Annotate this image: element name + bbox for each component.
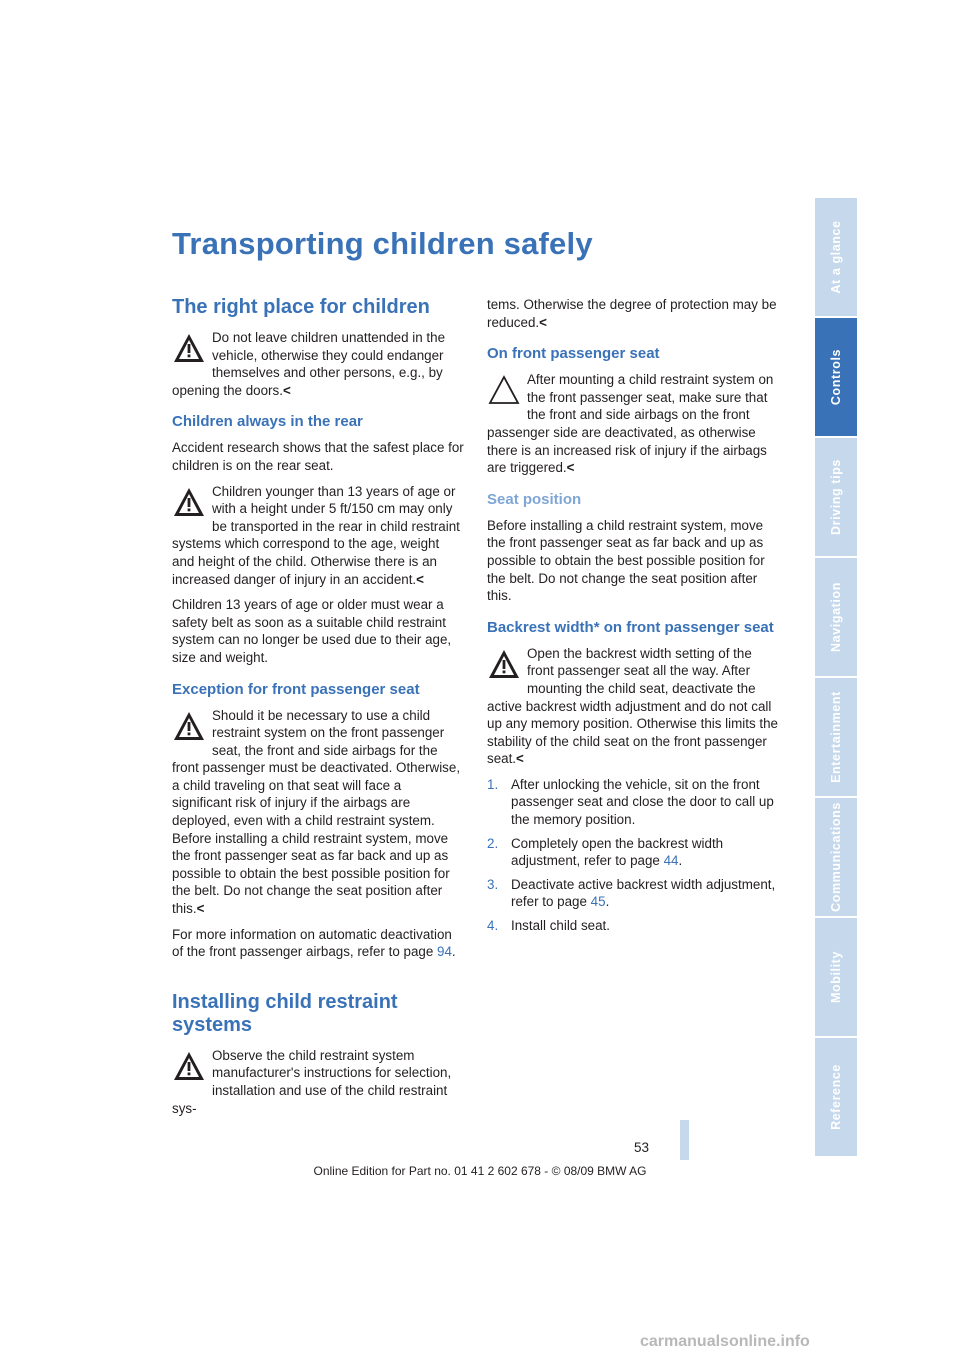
watermark: carmanualsonline.info: [640, 1333, 810, 1350]
warning-manufacturer: Observe the child restraint system manufacturer's instructions for selection, installation and use of the child restraint sys-: [172, 1047, 452, 1116]
warning-unattended: Do not leave children unattended in the vehicle, otherwise they could endanger themselves and other persons, e.g., by opening the doors.<: [172, 330, 446, 398]
paragraph-more-info: For more information on automatic deactivation of the front passenger airbags, refer to page 94.: [172, 926, 456, 960]
page-link-94[interactable]: 94: [437, 944, 452, 960]
warning-front-seat: Should it be necessary to use a child restraint system on the front passenger seat, the front and side airbags for the front passenger must be deactivated. Otherwise, a child traveling on that seat will face a significant risk of injury if the airbags are deployed, even with a child restraint system. Before installing a child restraint system, move the front passenger seat as far back and up as possible to obtain the best possible position for the belt. Do not change the seat position after this.<: [172, 707, 461, 917]
tab-reference[interactable]: Reference: [815, 1038, 857, 1156]
tab-at-a-glance[interactable]: At a glance: [815, 198, 857, 316]
heading-backrest: Backrest width* on front passenger seat: [487, 618, 774, 636]
warning-age-height: Children younger than 13 years of age or with a height under 5 ft/150 cm may only be transported in the rear in child restraint systems which correspond to the age, weight and height of the child. Otherwise there is an increased danger of injury in an accident.<: [172, 483, 460, 587]
tab-mobility[interactable]: Mobility: [815, 918, 857, 1036]
list-item: 2. Completely open the backrest width adjustment, refer to page 44.: [487, 835, 724, 869]
warning-triangle-icon: [487, 647, 521, 681]
heading-seat-position: Seat position: [487, 490, 582, 508]
list-item: 1. After unlocking the vehicle, sit on the front passenger seat and close the door to call up the memory position.: [487, 776, 774, 828]
page-link-44[interactable]: 44: [663, 853, 679, 869]
heading-front-passenger: On front passenger seat: [487, 345, 660, 363]
warning-triangle-icon: [172, 1049, 206, 1083]
paragraph-13-years: Children 13 years of age or older must wear a safety belt as soon as a suitable child restraint system can no longer be used due to their age, size and weight.: [172, 597, 452, 665]
list-item: 3. Deactivate active backrest width adjustment, refer to page 45.: [487, 876, 776, 910]
page-number: 53: [634, 1140, 650, 1155]
footer-bar: [680, 1120, 689, 1160]
heading-installing: Installing child restraint systems: [172, 990, 398, 1036]
footer-text: Online Edition for Part no. 01 41 2 602 678 - © 08/09 BMW AG: [313, 1164, 647, 1178]
page-link-45[interactable]: 45: [590, 894, 606, 910]
tab-driving-tips[interactable]: Driving tips: [815, 438, 857, 556]
paragraph-manufacturer-cont: tems. Otherwise the degree of protection may be reduced.<: [487, 297, 777, 330]
tab-entertainment[interactable]: Entertainment: [815, 678, 857, 796]
tab-communications[interactable]: Communications: [815, 798, 857, 916]
paragraph-rear: Accident research shows that the safest place for children is on the rear seat.: [172, 440, 464, 473]
page-title: Transporting children safely: [172, 226, 593, 261]
note-airbags-deactivated: After mounting a child restraint system on the front passenger seat, make sure that the front and side airbags on the front passenger side are deactivated, as otherwise there is an increased risk of injury if the airbags are triggered.<: [487, 372, 774, 476]
heading-right-place: The right place for children: [172, 296, 430, 318]
paragraph-seat-position: Before installing a child restraint system, move the front passenger seat as far back and up as possible to obtain the best possible position for the belt. Do not change the seat position after this.: [487, 517, 765, 604]
note-triangle-icon: [487, 373, 521, 407]
right-column: [487, 296, 779, 941]
chapter-sidebar: [815, 198, 857, 1160]
tab-controls[interactable]: Controls: [815, 318, 857, 436]
warning-backrest: Open the backrest width setting of the front passenger seat all the way. After mounting the child seat, deactivate the active backrest width adjustment and do not call up any memory position. Otherwise this limits the stability of the child seat on the front passenger seat.<: [487, 645, 778, 767]
heading-rear: Children always in the rear: [172, 413, 363, 431]
warning-triangle-icon: [172, 485, 206, 519]
tab-navigation[interactable]: Navigation: [815, 558, 857, 676]
heading-exception: Exception for front passenger seat: [172, 680, 420, 698]
list-item: 4. Install child seat.: [487, 918, 610, 934]
warning-triangle-icon: [172, 709, 206, 743]
left-column: [172, 296, 464, 1125]
steps-list: [487, 776, 779, 935]
warning-triangle-icon: [172, 331, 206, 365]
